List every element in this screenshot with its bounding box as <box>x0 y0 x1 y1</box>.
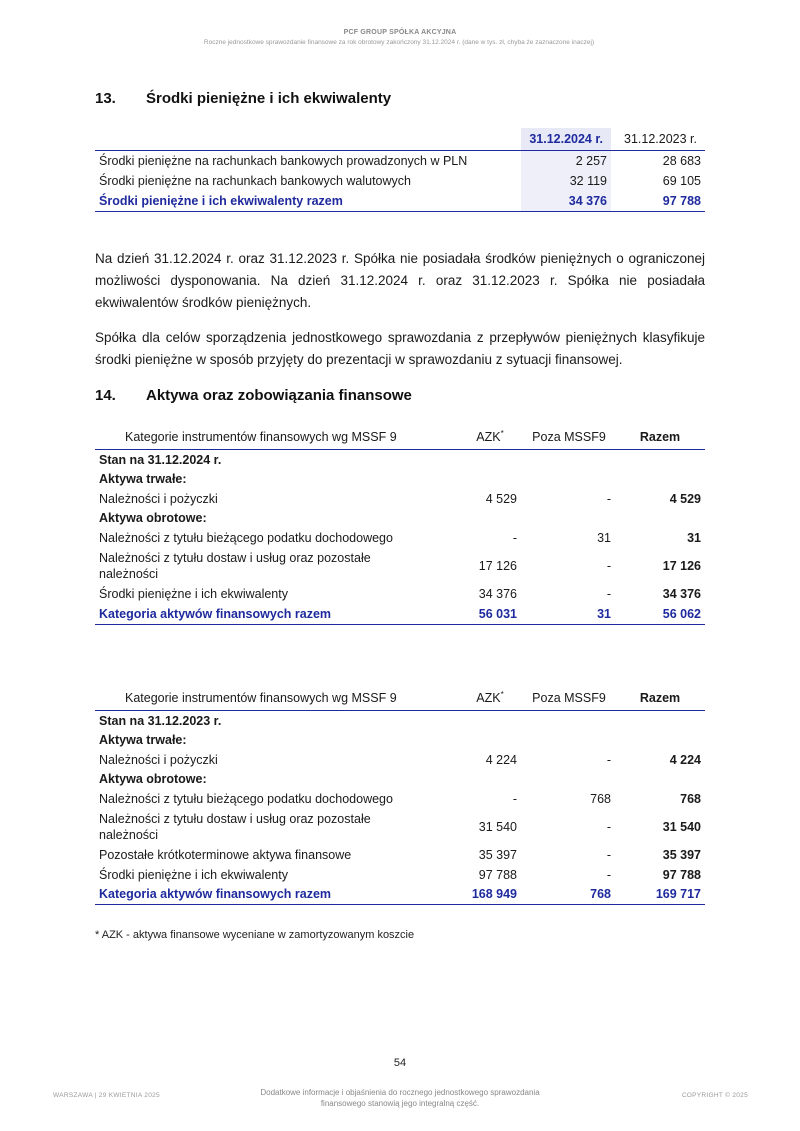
table-row <box>95 489 705 509</box>
col-razem-header: Razem <box>639 430 681 444</box>
row-label: Należności z tytułu dostaw i usług oraz pozostałe należności <box>99 551 371 581</box>
section-title: Aktywa oraz zobowiązania finansowe <box>146 387 412 404</box>
total-current-value: 34 376 <box>521 191 611 212</box>
row-azk-value: - <box>512 530 517 545</box>
col-azk-header: AZK* <box>476 429 504 445</box>
table-row <box>95 809 705 846</box>
total-poza-value: 31 <box>521 604 615 624</box>
col-category-header: Kategorie instrumentów finansowych wg MSSF 9 <box>125 430 397 444</box>
table-total-row <box>95 885 705 905</box>
row-label: Środki pieniężne na rachunkach bankowych walutowych <box>99 174 411 188</box>
table-total-row <box>95 604 705 624</box>
footer-left: WARSZAWA | 29 KWIETNIA 2025 <box>53 1092 160 1099</box>
group-label: Aktywa trwałe: <box>99 733 187 748</box>
row-razem-value: 4 529 <box>669 491 701 506</box>
row-razem-value: 4 224 <box>669 752 701 767</box>
row-current-value: 2 257 <box>521 151 611 172</box>
financial-instruments-table-2023 <box>95 686 705 905</box>
row-poza-value: - <box>606 848 611 863</box>
group-label: Aktywa obrotowe: <box>99 511 207 526</box>
row-poza-value: - <box>606 867 611 882</box>
row-prior-value: 28 683 <box>662 154 701 168</box>
row-label: Środki pieniężne i ich ekwiwalenty <box>99 867 288 882</box>
section-14-heading <box>0 387 800 407</box>
section-title: Środki pieniężne i ich ekwiwalenty <box>146 90 392 107</box>
table-row <box>95 528 705 548</box>
row-azk-value: 35 397 <box>478 848 517 863</box>
section-number: 13. <box>95 90 116 107</box>
total-label: Środki pieniężne i ich ekwiwalenty razem <box>95 191 521 212</box>
row-label: Środki pieniężne na rachunkach bankowych prowadzonych w PLN <box>99 154 468 168</box>
paragraph-restricted-cash: Na dzień 31.12.2024 r. oraz 31.12.2023 r. Spółka nie posiadała środków pieniężnych o ograniczonej możliwości dysponowania. Na dzień 31.12.2024 r. oraz 31.12.2023 r. Spółka nie posiadała ekwiwalentów środków pieniężnych. <box>95 251 705 310</box>
table-row <box>95 585 705 605</box>
col-prior-header: 31.12.2023 r. <box>624 132 697 146</box>
total-poza-value: 768 <box>521 885 615 905</box>
row-label: Należności z tytułu bieżącego podatku dochodowego <box>99 530 393 545</box>
table-header-row <box>95 128 705 151</box>
group-row <box>95 770 705 790</box>
table-row <box>95 846 705 866</box>
as-of-label: Stan na 31.12.2024 r. <box>99 452 222 467</box>
table-row <box>95 750 705 770</box>
table-row <box>95 151 705 172</box>
total-prior-value: 97 788 <box>611 191 705 212</box>
row-current-value: 32 119 <box>521 171 611 191</box>
paragraph-cash-classification: Spółka dla celów sporządzenia jednostkowego sprawozdania z przepływów pieniężnych klasyfikuje środki pieniężne w sposób przyjęty do prezentacji w sprawozdaniu z sytuacji finansowej. <box>95 330 705 367</box>
row-azk-value: - <box>512 791 517 806</box>
row-razem-value: 35 397 <box>662 848 701 863</box>
row-azk-value: 97 788 <box>478 867 517 882</box>
row-poza-value: - <box>606 491 611 506</box>
total-razem-value: 169 717 <box>615 885 705 905</box>
group-row <box>95 731 705 751</box>
row-label: Należności i pożyczki <box>99 752 218 767</box>
table-row <box>95 548 705 585</box>
total-label: Kategoria aktywów finansowych razem <box>95 604 433 624</box>
footnote: * AZK - aktywa finansowe wyceniane w zamortyzowanym koszcie <box>95 929 415 941</box>
table-row <box>95 789 705 809</box>
row-azk-value: 34 376 <box>478 587 517 602</box>
table-total-row <box>95 191 705 212</box>
total-azk-value: 56 031 <box>433 604 521 624</box>
row-razem-value: 768 <box>680 791 701 806</box>
row-azk-value: 31 540 <box>478 820 517 834</box>
as-of-row <box>95 450 705 470</box>
group-label: Aktywa trwałe: <box>99 472 187 487</box>
total-azk-value: 168 949 <box>433 885 521 905</box>
col-poza-header: Poza MSSF9 <box>532 691 606 705</box>
row-label: Środki pieniężne i ich ekwiwalenty <box>99 587 288 602</box>
table-header-row <box>95 425 705 450</box>
row-prior-value: 69 105 <box>662 174 701 188</box>
header-company: PCF GROUP SPÓŁKA AKCYJNA <box>343 29 457 36</box>
as-of-label: Stan na 31.12.2023 r. <box>99 713 222 728</box>
row-razem-value: 31 540 <box>662 820 701 834</box>
as-of-row <box>95 711 705 731</box>
table-row <box>95 865 705 885</box>
row-poza-value: - <box>606 752 611 767</box>
col-razem-header: Razem <box>639 691 681 705</box>
group-row <box>95 470 705 490</box>
row-azk-value: 4 529 <box>485 491 517 506</box>
total-label: Kategoria aktywów finansowych razem <box>95 885 433 905</box>
group-row <box>95 509 705 529</box>
row-razem-value: 17 126 <box>662 559 701 573</box>
total-razem-value: 56 062 <box>615 604 705 624</box>
row-label: Należności z tytułu dostaw i usług oraz pozostałe należności <box>99 812 371 842</box>
table-row <box>95 171 705 191</box>
table-header-row <box>95 686 705 711</box>
row-poza-value: - <box>606 559 611 573</box>
header-subtitle: Roczne jednostkowe sprawozdanie finansowe za rok obrotowy zakończony 31.12.2024 r. (dane w tys. zł, chyba że zaznaczone inaczej) <box>203 39 595 46</box>
row-poza-value: - <box>606 820 611 834</box>
footer-middle: Dodatkowe informacje i objaśnienia do rocznego jednostkowego sprawozdania finansowego stanowią jego integralną część. <box>260 1088 540 1108</box>
row-poza-value: 768 <box>590 791 611 806</box>
footer-right: COPYRIGHT © 2025 <box>681 1092 748 1099</box>
section-number: 14. <box>95 387 116 404</box>
row-azk-value: 17 126 <box>478 559 517 573</box>
row-azk-value: 4 224 <box>485 752 517 767</box>
cash-table <box>95 128 705 212</box>
financial-instruments-table-2024 <box>95 425 705 625</box>
row-razem-value: 97 788 <box>662 867 701 882</box>
section-13-heading <box>0 90 800 110</box>
row-razem-value: 34 376 <box>662 587 701 602</box>
row-poza-value: 31 <box>597 530 611 545</box>
page-number: 54 <box>393 1057 407 1069</box>
col-category-header: Kategorie instrumentów finansowych wg MSSF 9 <box>125 691 397 705</box>
row-label: Pozostałe krótkoterminowe aktywa finansowe <box>99 848 352 863</box>
group-label: Aktywa obrotowe: <box>99 772 207 787</box>
row-label: Należności z tytułu bieżącego podatku dochodowego <box>99 791 393 806</box>
col-azk-header: AZK* <box>476 690 504 706</box>
row-poza-value: - <box>606 587 611 602</box>
col-poza-header: Poza MSSF9 <box>532 430 606 444</box>
col-current-header: 31.12.2024 r. <box>521 128 611 151</box>
row-razem-value: 31 <box>687 530 701 545</box>
row-label: Należności i pożyczki <box>99 491 218 506</box>
